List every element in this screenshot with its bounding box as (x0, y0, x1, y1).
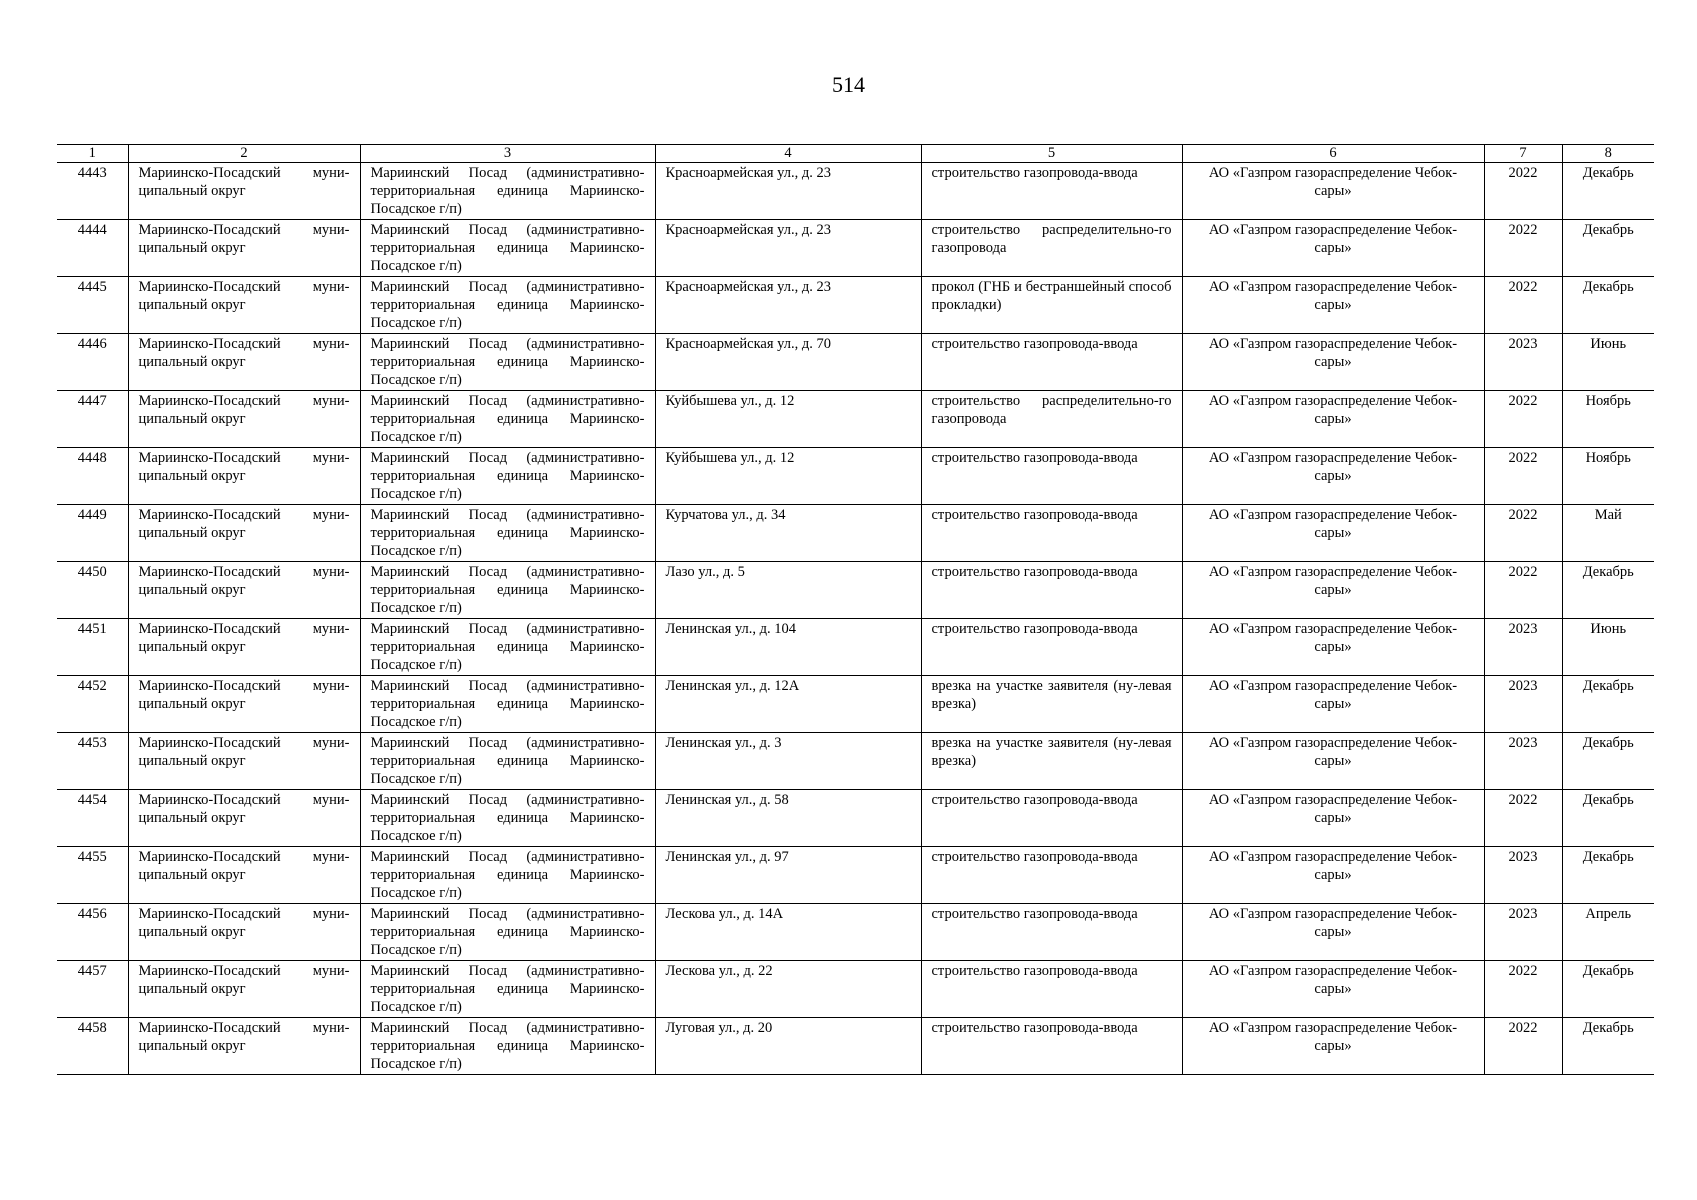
year-cell: 2023 (1484, 733, 1562, 790)
work-type-cell: строительство распределительно-го газопровода (921, 220, 1182, 277)
work-type-cell: строительство газопровода-ввода (921, 1018, 1182, 1075)
year-cell: 2022 (1484, 505, 1562, 562)
year-cell: 2022 (1484, 220, 1562, 277)
work-type-cell: строительство газопровода-ввода (921, 562, 1182, 619)
organization-cell: АО «Газпром газораспределение Чебок-сары» (1182, 733, 1484, 790)
row-number-cell: 4454 (57, 790, 128, 847)
table-row (57, 790, 1654, 847)
settlement-cell: Мариинский Посад (административно-территориальная единица Мариинско-Посадское г/п) (360, 847, 655, 904)
address-cell: Курчатова ул., д. 34 (655, 505, 921, 562)
settlement-cell: Мариинский Посад (административно-территориальная единица Мариинско-Посадское г/п) (360, 391, 655, 448)
month-cell: Декабрь (1562, 733, 1654, 790)
year-cell: 2022 (1484, 961, 1562, 1018)
district-cell: Мариинско-Посадский муни-ципальный округ (128, 220, 360, 277)
work-type-cell: строительство газопровода-ввода (921, 847, 1182, 904)
table-row (57, 505, 1654, 562)
district-cell: Мариинско-Посадский муни-ципальный округ (128, 277, 360, 334)
row-number-cell: 4458 (57, 1018, 128, 1075)
settlement-cell: Мариинский Посад (административно-территориальная единица Мариинско-Посадское г/п) (360, 220, 655, 277)
settlement-cell: Мариинский Посад (административно-территориальная единица Мариинско-Посадское г/п) (360, 1018, 655, 1075)
work-type-cell: строительство газопровода-ввода (921, 619, 1182, 676)
organization-cell: АО «Газпром газораспределение Чебок-сары» (1182, 1018, 1484, 1075)
work-type-cell: строительство газопровода-ввода (921, 961, 1182, 1018)
address-cell: Луговая ул., д. 20 (655, 1018, 921, 1075)
settlement-cell: Мариинский Посад (административно-территориальная единица Мариинско-Посадское г/п) (360, 619, 655, 676)
month-cell: Декабрь (1562, 562, 1654, 619)
address-cell: Ленинская ул., д. 12А (655, 676, 921, 733)
address-cell: Лескова ул., д. 22 (655, 961, 921, 1018)
month-cell: Апрель (1562, 904, 1654, 961)
gas-registry-table (57, 144, 1654, 1075)
table-row (57, 619, 1654, 676)
month-cell: Декабрь (1562, 847, 1654, 904)
address-cell: Ленинская ул., д. 3 (655, 733, 921, 790)
month-cell: Декабрь (1562, 163, 1654, 220)
year-cell: 2023 (1484, 619, 1562, 676)
row-number-cell: 4449 (57, 505, 128, 562)
organization-cell: АО «Газпром газораспределение Чебок-сары» (1182, 220, 1484, 277)
row-number-cell: 4444 (57, 220, 128, 277)
organization-cell: АО «Газпром газораспределение Чебок-сары» (1182, 676, 1484, 733)
settlement-cell: Мариинский Посад (административно-территориальная единица Мариинско-Посадское г/п) (360, 505, 655, 562)
column-header: 8 (1562, 145, 1654, 163)
organization-cell: АО «Газпром газораспределение Чебок-сары» (1182, 961, 1484, 1018)
year-cell: 2022 (1484, 448, 1562, 505)
address-cell: Лескова ул., д. 14А (655, 904, 921, 961)
work-type-cell: строительство газопровода-ввода (921, 505, 1182, 562)
row-number-cell: 4456 (57, 904, 128, 961)
district-cell: Мариинско-Посадский муни-ципальный округ (128, 505, 360, 562)
district-cell: Мариинско-Посадский муни-ципальный округ (128, 619, 360, 676)
month-cell: Июнь (1562, 334, 1654, 391)
row-number-cell: 4443 (57, 163, 128, 220)
work-type-cell: прокол (ГНБ и бестраншейный способ прокладки) (921, 277, 1182, 334)
year-cell: 2022 (1484, 277, 1562, 334)
row-number-cell: 4451 (57, 619, 128, 676)
table-body (57, 163, 1654, 1075)
organization-cell: АО «Газпром газораспределение Чебок-сары» (1182, 505, 1484, 562)
address-cell: Куйбышева ул., д. 12 (655, 448, 921, 505)
district-cell: Мариинско-Посадский муни-ципальный округ (128, 676, 360, 733)
organization-cell: АО «Газпром газораспределение Чебок-сары» (1182, 391, 1484, 448)
organization-cell: АО «Газпром газораспределение Чебок-сары» (1182, 334, 1484, 391)
settlement-cell: Мариинский Посад (административно-территориальная единица Мариинско-Посадское г/п) (360, 904, 655, 961)
work-type-cell: строительство распределительно-го газопровода (921, 391, 1182, 448)
organization-cell: АО «Газпром газораспределение Чебок-сары» (1182, 562, 1484, 619)
organization-cell: АО «Газпром газораспределение Чебок-сары» (1182, 448, 1484, 505)
address-cell: Красноармейская ул., д. 23 (655, 163, 921, 220)
settlement-cell: Мариинский Посад (административно-территориальная единица Мариинско-Посадское г/п) (360, 277, 655, 334)
work-type-cell: строительство газопровода-ввода (921, 163, 1182, 220)
district-cell: Мариинско-Посадский муни-ципальный округ (128, 790, 360, 847)
address-cell: Красноармейская ул., д. 23 (655, 220, 921, 277)
year-cell: 2023 (1484, 847, 1562, 904)
table-row (57, 334, 1654, 391)
page-number: 514 (832, 72, 865, 97)
table-row (57, 220, 1654, 277)
work-type-cell: врезка на участке заявителя (ну-левая врезка) (921, 733, 1182, 790)
organization-cell: АО «Газпром газораспределение Чебок-сары» (1182, 847, 1484, 904)
organization-cell: АО «Газпром газораспределение Чебок-сары» (1182, 790, 1484, 847)
district-cell: Мариинско-Посадский муни-ципальный округ (128, 562, 360, 619)
settlement-cell: Мариинский Посад (административно-территориальная единица Мариинско-Посадское г/п) (360, 961, 655, 1018)
month-cell: Ноябрь (1562, 391, 1654, 448)
table-row (57, 448, 1654, 505)
column-number-header-row (57, 145, 1654, 163)
organization-cell: АО «Газпром газораспределение Чебок-сары» (1182, 904, 1484, 961)
address-cell: Красноармейская ул., д. 23 (655, 277, 921, 334)
row-number-cell: 4450 (57, 562, 128, 619)
row-number-cell: 4453 (57, 733, 128, 790)
month-cell: Ноябрь (1562, 448, 1654, 505)
district-cell: Мариинско-Посадский муни-ципальный округ (128, 163, 360, 220)
settlement-cell: Мариинский Посад (административно-территориальная единица Мариинско-Посадское г/п) (360, 163, 655, 220)
district-cell: Мариинско-Посадский муни-ципальный округ (128, 448, 360, 505)
year-cell: 2022 (1484, 562, 1562, 619)
settlement-cell: Мариинский Посад (административно-территориальная единица Мариинско-Посадское г/п) (360, 790, 655, 847)
month-cell: Июнь (1562, 619, 1654, 676)
district-cell: Мариинско-Посадский муни-ципальный округ (128, 961, 360, 1018)
row-number-cell: 4457 (57, 961, 128, 1018)
table-row (57, 277, 1654, 334)
work-type-cell: строительство газопровода-ввода (921, 448, 1182, 505)
organization-cell: АО «Газпром газораспределение Чебок-сары» (1182, 277, 1484, 334)
column-header: 6 (1182, 145, 1484, 163)
column-header: 7 (1484, 145, 1562, 163)
address-cell: Ленинская ул., д. 97 (655, 847, 921, 904)
month-cell: Декабрь (1562, 790, 1654, 847)
year-cell: 2022 (1484, 163, 1562, 220)
table-row (57, 391, 1654, 448)
organization-cell: АО «Газпром газораспределение Чебок-сары» (1182, 619, 1484, 676)
table-row (57, 562, 1654, 619)
year-cell: 2023 (1484, 676, 1562, 733)
month-cell: Декабрь (1562, 220, 1654, 277)
table-row (57, 676, 1654, 733)
district-cell: Мариинско-Посадский муни-ципальный округ (128, 904, 360, 961)
row-number-cell: 4445 (57, 277, 128, 334)
address-cell: Лазо ул., д. 5 (655, 562, 921, 619)
table-row (57, 904, 1654, 961)
district-cell: Мариинско-Посадский муни-ципальный округ (128, 1018, 360, 1075)
table-row (57, 1018, 1654, 1075)
settlement-cell: Мариинский Посад (административно-территориальная единица Мариинско-Посадское г/п) (360, 448, 655, 505)
year-cell: 2022 (1484, 391, 1562, 448)
month-cell: Декабрь (1562, 277, 1654, 334)
row-number-cell: 4447 (57, 391, 128, 448)
work-type-cell: строительство газопровода-ввода (921, 904, 1182, 961)
column-header: 3 (360, 145, 655, 163)
month-cell: Май (1562, 505, 1654, 562)
month-cell: Декабрь (1562, 961, 1654, 1018)
column-header: 5 (921, 145, 1182, 163)
row-number-cell: 4448 (57, 448, 128, 505)
settlement-cell: Мариинский Посад (административно-территориальная единица Мариинско-Посадское г/п) (360, 733, 655, 790)
address-cell: Ленинская ул., д. 58 (655, 790, 921, 847)
district-cell: Мариинско-Посадский муни-ципальный округ (128, 733, 360, 790)
column-header: 2 (128, 145, 360, 163)
district-cell: Мариинско-Посадский муни-ципальный округ (128, 847, 360, 904)
table-row (57, 163, 1654, 220)
table-row (57, 961, 1654, 1018)
work-type-cell: строительство газопровода-ввода (921, 334, 1182, 391)
address-cell: Куйбышева ул., д. 12 (655, 391, 921, 448)
year-cell: 2023 (1484, 334, 1562, 391)
address-cell: Красноармейская ул., д. 70 (655, 334, 921, 391)
column-header: 1 (57, 145, 128, 163)
column-header: 4 (655, 145, 921, 163)
work-type-cell: строительство газопровода-ввода (921, 790, 1182, 847)
row-number-cell: 4455 (57, 847, 128, 904)
address-cell: Ленинская ул., д. 104 (655, 619, 921, 676)
district-cell: Мариинско-Посадский муни-ципальный округ (128, 391, 360, 448)
row-number-cell: 4446 (57, 334, 128, 391)
month-cell: Декабрь (1562, 676, 1654, 733)
organization-cell: АО «Газпром газораспределение Чебок-сары» (1182, 163, 1484, 220)
row-number-cell: 4452 (57, 676, 128, 733)
settlement-cell: Мариинский Посад (административно-территориальная единица Мариинско-Посадское г/п) (360, 676, 655, 733)
table-row (57, 733, 1654, 790)
settlement-cell: Мариинский Посад (административно-территориальная единица Мариинско-Посадское г/п) (360, 562, 655, 619)
year-cell: 2022 (1484, 790, 1562, 847)
month-cell: Декабрь (1562, 1018, 1654, 1075)
year-cell: 2023 (1484, 904, 1562, 961)
settlement-cell: Мариинский Посад (административно-территориальная единица Мариинско-Посадское г/п) (360, 334, 655, 391)
work-type-cell: врезка на участке заявителя (ну-левая врезка) (921, 676, 1182, 733)
year-cell: 2022 (1484, 1018, 1562, 1075)
district-cell: Мариинско-Посадский муни-ципальный округ (128, 334, 360, 391)
table-row (57, 847, 1654, 904)
